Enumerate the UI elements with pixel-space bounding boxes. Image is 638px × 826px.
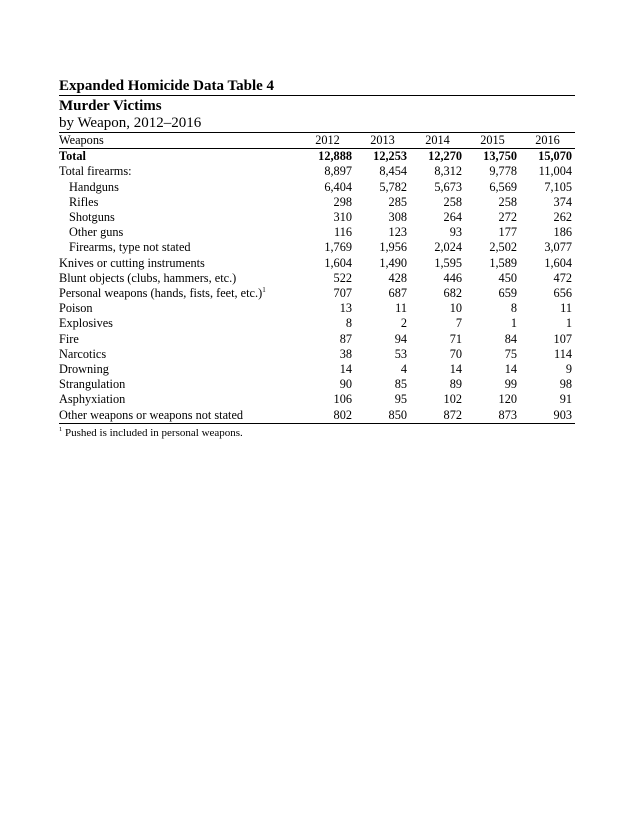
row-label-text: Asphyxiation bbox=[59, 392, 126, 407]
table-row bbox=[59, 347, 575, 362]
cell-value: 14 bbox=[504, 362, 517, 377]
cell-value: 2,024 bbox=[434, 240, 462, 255]
table-row bbox=[59, 195, 575, 210]
row-label bbox=[59, 347, 300, 362]
cell-value: 272 bbox=[498, 210, 517, 225]
column-header-year: 2012 bbox=[300, 133, 355, 149]
cell-value: 656 bbox=[553, 286, 572, 301]
cell-value: 262 bbox=[553, 210, 572, 225]
table-row bbox=[59, 210, 575, 225]
table-header-row bbox=[59, 133, 575, 149]
table-row bbox=[59, 164, 575, 179]
column-header-year: 2015 bbox=[465, 133, 520, 149]
cell-value: 1,589 bbox=[489, 255, 517, 270]
row-label bbox=[59, 180, 300, 195]
table-row bbox=[59, 286, 575, 301]
document-page bbox=[59, 78, 575, 440]
cell-value: 8,312 bbox=[434, 164, 462, 179]
cell-value: 13 bbox=[339, 301, 352, 316]
cell-value: 707 bbox=[333, 286, 352, 301]
row-label-text: Knives or cutting instruments bbox=[59, 255, 205, 270]
table-row-total bbox=[59, 149, 575, 165]
table-row bbox=[59, 316, 575, 331]
cell-value: 285 bbox=[388, 194, 407, 209]
cell-value: 1,490 bbox=[379, 255, 407, 270]
table-row bbox=[59, 408, 575, 424]
row-label-text: Narcotics bbox=[59, 346, 107, 361]
column-header-year: 2016 bbox=[520, 133, 575, 149]
cell-value: 802 bbox=[300, 408, 355, 424]
cell-value: 5,673 bbox=[434, 179, 462, 194]
cell-value: 659 bbox=[498, 286, 517, 301]
cell-value: 114 bbox=[554, 346, 572, 361]
row-label-text: Explosives bbox=[59, 316, 113, 331]
cell-value: 308 bbox=[388, 210, 407, 225]
cell-value: 75 bbox=[504, 346, 517, 361]
row-label bbox=[59, 362, 300, 377]
row-label bbox=[59, 240, 300, 255]
cell-value: 1,595 bbox=[434, 255, 462, 270]
cell-value: 89 bbox=[449, 377, 462, 392]
cell-value: 84 bbox=[504, 331, 517, 346]
row-label bbox=[59, 286, 300, 301]
row-label-text: Poison bbox=[59, 301, 93, 316]
row-label bbox=[59, 377, 300, 392]
cell-value: 8 bbox=[510, 301, 517, 316]
cell-value: 1,956 bbox=[379, 240, 407, 255]
cell-value: 71 bbox=[449, 331, 462, 346]
row-label-text: Other guns bbox=[69, 225, 124, 240]
row-label bbox=[59, 256, 300, 271]
cell-value: 687 bbox=[388, 286, 407, 301]
cell-value: 120 bbox=[498, 392, 517, 407]
table-row bbox=[59, 271, 575, 286]
table-subtitle-range: by Weapon, 2012–2016 bbox=[59, 115, 202, 131]
row-label bbox=[59, 301, 300, 316]
row-label-text: Other weapons or weapons not stated bbox=[59, 407, 244, 422]
cell-value: 186 bbox=[553, 225, 572, 240]
table-row bbox=[59, 180, 575, 195]
row-label bbox=[59, 332, 300, 347]
row-label-text: Firearms, type not stated bbox=[69, 240, 191, 255]
cell-value: 4 bbox=[400, 362, 407, 377]
row-label-text: Drowning bbox=[59, 362, 109, 377]
cell-value: 8,897 bbox=[324, 164, 352, 179]
cell-value: 93 bbox=[449, 225, 462, 240]
table-body bbox=[59, 149, 575, 424]
row-label bbox=[59, 210, 300, 225]
cell-value: 7,105 bbox=[544, 179, 572, 194]
table-title: Expanded Homicide Data Table 4 bbox=[59, 78, 575, 96]
cell-value: 98 bbox=[559, 377, 572, 392]
row-label-text: Handguns bbox=[69, 179, 119, 194]
cell-value: 450 bbox=[498, 270, 517, 285]
cell-value: 6,404 bbox=[324, 179, 352, 194]
cell-value: 6,569 bbox=[489, 179, 517, 194]
cell-value: 446 bbox=[443, 270, 462, 285]
row-label bbox=[59, 392, 300, 407]
cell-value: 102 bbox=[443, 392, 462, 407]
cell-value: 8,454 bbox=[379, 164, 407, 179]
row-label bbox=[59, 195, 300, 210]
row-label bbox=[59, 225, 300, 240]
row-label-text: Rifles bbox=[69, 194, 99, 209]
cell-value: 11 bbox=[395, 301, 407, 316]
row-label bbox=[59, 316, 300, 331]
column-header-weapons: Weapons bbox=[59, 133, 300, 149]
cell-value: 1,604 bbox=[544, 255, 572, 270]
cell-value: 872 bbox=[410, 408, 465, 424]
cell-value: 91 bbox=[559, 392, 572, 407]
cell-value: 11,004 bbox=[538, 164, 572, 179]
cell-value: 99 bbox=[504, 377, 517, 392]
cell-value: 1,769 bbox=[324, 240, 352, 255]
cell-value: 14 bbox=[339, 362, 352, 377]
cell-value: 53 bbox=[394, 346, 407, 361]
cell-value: 682 bbox=[443, 286, 462, 301]
footnote-text: Pushed is included in personal weapons. bbox=[65, 426, 243, 439]
table-subtitle: Murder Victims bbox=[59, 98, 162, 114]
cell-value: 258 bbox=[498, 194, 517, 209]
table-row bbox=[59, 301, 575, 316]
cell-value: 116 bbox=[334, 225, 352, 240]
column-header-year: 2013 bbox=[355, 133, 410, 149]
row-label-text: Personal weapons (hands, fists, feet, etc.) bbox=[59, 286, 263, 301]
footnote bbox=[59, 426, 575, 440]
cell-value: 38 bbox=[339, 346, 352, 361]
cell-value: 5,782 bbox=[379, 179, 407, 194]
table-row bbox=[59, 332, 575, 347]
footnote-marker: 1 bbox=[59, 425, 63, 433]
cell-value: 87 bbox=[339, 331, 352, 346]
table-row bbox=[59, 225, 575, 240]
cell-value: 522 bbox=[333, 270, 352, 285]
cell-value: 12,270 bbox=[428, 149, 462, 164]
table-row bbox=[59, 392, 575, 407]
cell-value: 1,604 bbox=[324, 255, 352, 270]
cell-value: 264 bbox=[443, 210, 462, 225]
cell-value: 95 bbox=[394, 392, 407, 407]
cell-value: 258 bbox=[443, 194, 462, 209]
cell-value: 12,888 bbox=[318, 149, 352, 164]
cell-value: 14 bbox=[449, 362, 462, 377]
cell-value: 85 bbox=[394, 377, 407, 392]
cell-value: 3,077 bbox=[544, 240, 572, 255]
cell-value: 9,778 bbox=[489, 164, 517, 179]
cell-value: 70 bbox=[449, 346, 462, 361]
cell-value: 13,750 bbox=[483, 149, 517, 164]
cell-value: 298 bbox=[333, 194, 352, 209]
cell-value: 903 bbox=[520, 408, 575, 424]
row-label-text: Fire bbox=[59, 331, 79, 346]
cell-value: 177 bbox=[498, 225, 517, 240]
row-label-text: Total bbox=[59, 149, 86, 164]
cell-value: 374 bbox=[553, 194, 572, 209]
column-header-year: 2014 bbox=[410, 133, 465, 149]
cell-value: 9 bbox=[565, 362, 572, 377]
cell-value: 472 bbox=[553, 270, 572, 285]
cell-value: 7 bbox=[455, 316, 462, 331]
cell-value: 94 bbox=[394, 331, 407, 346]
row-label-text: Total firearms: bbox=[59, 164, 132, 179]
row-label-text: Strangulation bbox=[59, 377, 126, 392]
table-row bbox=[59, 377, 575, 392]
cell-value: 2,502 bbox=[489, 240, 517, 255]
table-row bbox=[59, 362, 575, 377]
row-label bbox=[59, 408, 300, 424]
cell-value: 15,070 bbox=[538, 149, 572, 164]
cell-value: 1 bbox=[510, 316, 517, 331]
row-label bbox=[59, 164, 300, 179]
cell-value: 1 bbox=[565, 316, 572, 331]
cell-value: 106 bbox=[333, 392, 352, 407]
cell-value: 2 bbox=[400, 316, 407, 331]
cell-value: 12,253 bbox=[373, 149, 407, 164]
row-label bbox=[59, 271, 300, 286]
row-label bbox=[59, 149, 300, 165]
row-label-text: Blunt objects (clubs, hammers, etc.) bbox=[59, 270, 237, 285]
cell-value: 310 bbox=[333, 210, 352, 225]
row-label-text: Shotguns bbox=[69, 210, 115, 225]
murder-victims-table bbox=[59, 132, 575, 424]
cell-value: 10 bbox=[449, 301, 462, 316]
cell-value: 11 bbox=[560, 301, 572, 316]
cell-value: 8 bbox=[345, 316, 352, 331]
cell-value: 107 bbox=[553, 331, 572, 346]
cell-value: 123 bbox=[388, 225, 407, 240]
footnote-ref: 1 bbox=[262, 286, 266, 295]
cell-value: 873 bbox=[465, 408, 520, 424]
cell-value: 90 bbox=[339, 377, 352, 392]
table-row bbox=[59, 256, 575, 271]
cell-value: 850 bbox=[355, 408, 410, 424]
table-row bbox=[59, 240, 575, 255]
cell-value: 428 bbox=[388, 270, 407, 285]
